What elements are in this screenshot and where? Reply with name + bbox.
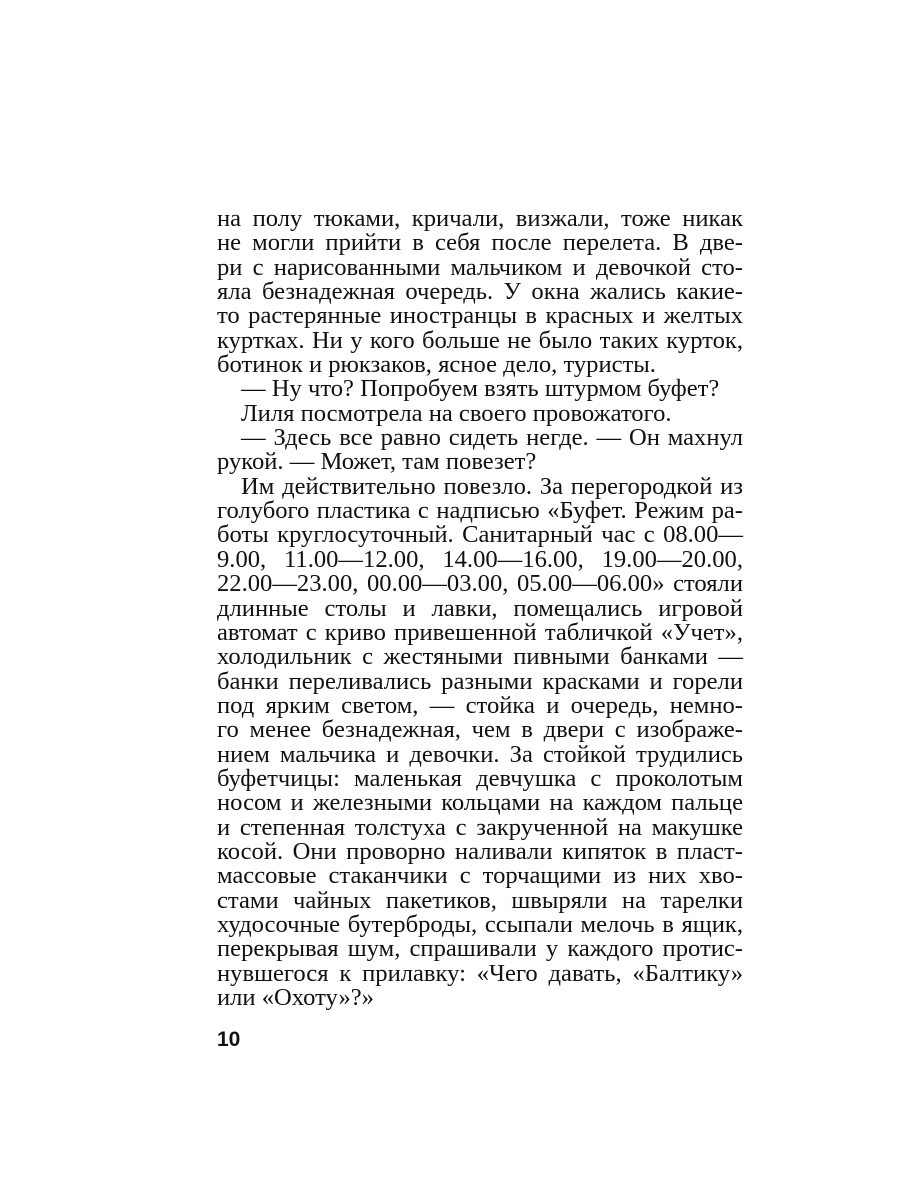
text-line: косой. Они проворно наливали кипяток в пласт- <box>217 837 743 865</box>
page-number: 10 <box>217 1028 241 1051</box>
text-line: 9.00, 11.00—12.00, 14.00—16.00, 19.00—20.00, <box>217 545 743 573</box>
text-line: холодильник с жестяными пивными банками — <box>217 643 743 671</box>
text-line: на полу тюками, кричали, визжали, тоже никак <box>217 205 743 232</box>
text-line: худосочные бутерброды, ссыпали мелочь в ящик, <box>217 910 743 938</box>
text-line: стами чайных пакетиков, швыряли на тарелки <box>217 886 743 914</box>
text-line: ботинок и рюкзаков, ясное дело, туристы. <box>217 351 656 379</box>
text-line: Лиля посмотрела на своего провожатого. <box>241 399 672 427</box>
text-line: длинные столы и лавки, помещались игровой <box>217 594 743 622</box>
text-line: куртках. Ни у кого больше не было таких курток, <box>217 326 743 354</box>
text-line: рукой. — Может, там повезет? <box>217 448 537 476</box>
text-line: или «Охоту»?» <box>217 984 374 1011</box>
text-line: и степенная толстуха с закрученной на макушке <box>217 813 743 841</box>
text-line: — Здесь все равно сидеть негде. — Он махнул <box>241 424 743 452</box>
text-line: голубого пластика с надписью «Буфет. Режим ра- <box>217 497 743 525</box>
text-line: го менее безнадежная, чем в двери с изображе- <box>217 716 743 744</box>
text-line: Им действительно повезло. За перегородкой из <box>241 472 743 500</box>
text-line: под ярким светом, — стойка и очередь, немно- <box>217 691 743 719</box>
body-text <box>217 207 743 1010</box>
text-line: носом и железными кольцами на каждом пальце <box>217 789 743 817</box>
text-line: то растерянные иностранцы в красных и желтых <box>217 302 743 330</box>
text-line: ри с нарисованными мальчиком и девочкой сто- <box>217 253 743 281</box>
text-line: буфетчицы: маленькая девчушка с проколотым <box>217 764 743 792</box>
text-line: нием мальчика и девочки. За стойкой трудились <box>217 740 743 768</box>
text-line: перекрывая шум, спрашивали у каждого протис- <box>217 935 743 963</box>
text-line: 22.00—23.00, 00.00—03.00, 05.00—06.00» стояли <box>217 570 743 598</box>
text-line: яла безнадежная очередь. У окна жались какие- <box>217 278 743 306</box>
text-line: массовые стаканчики с торчащими из них хво- <box>217 862 743 890</box>
text-line: не могли прийти в себя после перелета. В две- <box>217 229 743 257</box>
text-line: боты круглосуточный. Санитарный час с 08.00— <box>217 521 743 549</box>
text-line: автомат с криво привешенной табличкой «Учет», <box>217 618 743 646</box>
text-line: — Ну что? Попробуем взять штурмом буфет? <box>241 375 720 403</box>
text-line: банки переливались разными красками и горели <box>217 667 743 695</box>
text-line: нувшегося к прилавку: «Чего давать, «Балтику» <box>217 959 743 987</box>
